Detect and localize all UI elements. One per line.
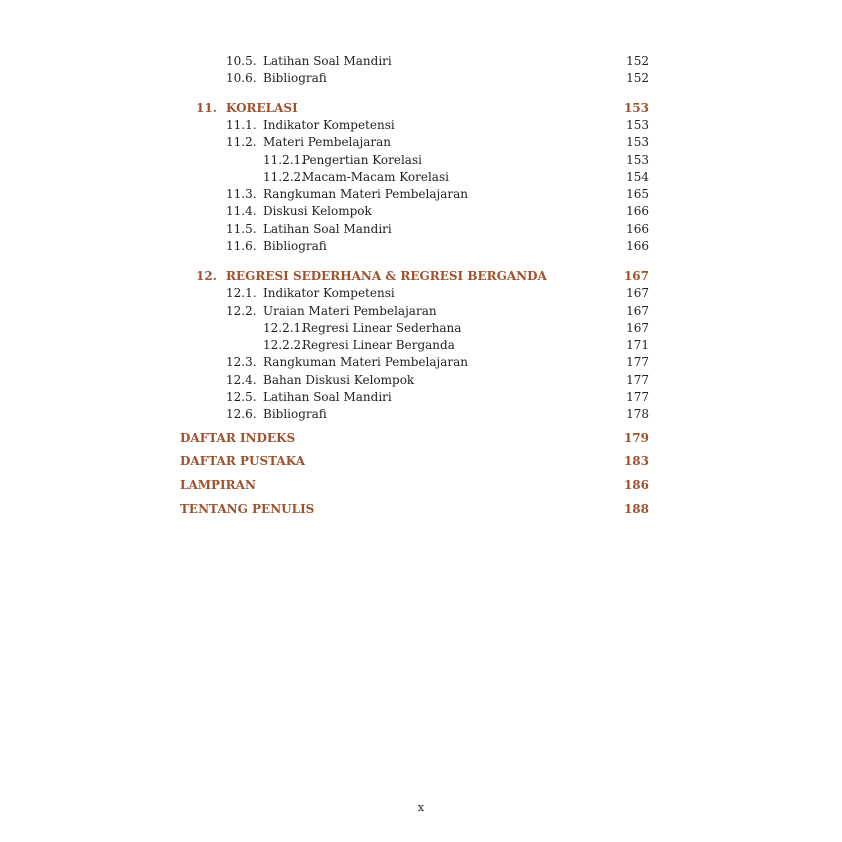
toc-entry <box>0 186 842 202</box>
toc-entry-page: 152 <box>626 71 649 85</box>
toc-chapter-title: KORELASI <box>226 101 298 115</box>
toc-entry-title: Bibliografi <box>263 239 327 253</box>
toc-entry-page: 165 <box>626 187 649 201</box>
toc-entry-number: 11.5. <box>226 222 257 236</box>
toc-entry-number: 12.2.1. <box>263 321 305 335</box>
toc-chapter-page: 153 <box>623 101 649 115</box>
page-number: x <box>417 801 425 814</box>
toc-entry-page: 177 <box>626 373 649 387</box>
toc-entry-number: 12.2. <box>226 304 257 318</box>
toc-entry-page: 166 <box>626 222 649 236</box>
toc-entry <box>0 389 842 405</box>
toc-entry-page: 171 <box>626 338 649 352</box>
toc-entry-page: 167 <box>626 304 649 318</box>
toc-chapter-number: 12. <box>196 269 217 283</box>
toc-entry-number: 12.2.2. <box>263 338 305 352</box>
toc-entry-title: Uraian Materi Pembelajaran <box>263 304 437 318</box>
toc-chapter-heading <box>0 100 842 116</box>
toc-entry-number: 11.2.1. <box>263 153 305 167</box>
toc-entry-number: 10.5. <box>226 54 257 68</box>
toc-entry-title: Bahan Diskusi Kelompok <box>263 373 415 387</box>
toc-entry <box>0 406 842 422</box>
toc-chapter-heading <box>0 268 842 284</box>
toc-entry-title: Regresi Linear Sederhana <box>302 321 462 335</box>
toc-backmatter-page: 186 <box>623 478 649 492</box>
toc-entry <box>0 221 842 237</box>
toc-entry-title: Rangkuman Materi Pembelajaran <box>263 187 468 201</box>
toc-backmatter-title: DAFTAR INDEKS <box>180 431 296 445</box>
toc-chapter-page: 167 <box>623 269 649 283</box>
toc-entry-page: 153 <box>626 135 649 149</box>
toc-subentry <box>0 320 842 336</box>
toc-entry-number: 11.4. <box>226 204 257 218</box>
toc-chapter-number: 11. <box>196 101 217 115</box>
toc-entry-page: 167 <box>626 286 649 300</box>
toc-entry-title: Macam-Macam Korelasi <box>302 170 449 184</box>
toc-entry-number: 12.4. <box>226 373 257 387</box>
toc-backmatter-entry <box>0 430 842 446</box>
toc-entry-title: Diskusi Kelompok <box>263 204 372 218</box>
toc-entry <box>0 203 842 219</box>
toc-entry-title: Pengertian Korelasi <box>302 153 422 167</box>
toc-entry-title: Materi Pembelajaran <box>263 135 392 149</box>
toc-entry-title: Latihan Soal Mandiri <box>263 222 392 236</box>
toc-entry-title: Indikator Kompetensi <box>263 118 395 132</box>
toc-entry-page: 154 <box>626 170 649 184</box>
toc-backmatter-entry <box>0 453 842 469</box>
toc-entry-page: 152 <box>626 54 649 68</box>
toc-entry-number: 11.2. <box>226 135 257 149</box>
toc-entry-number: 12.3. <box>226 355 257 369</box>
toc-entry-number: 10.6. <box>226 71 257 85</box>
toc-entry-page: 177 <box>626 355 649 369</box>
toc-entry <box>0 238 842 254</box>
toc-entry-number: 12.6. <box>226 407 257 421</box>
toc-backmatter-entry <box>0 477 842 493</box>
toc-entry-page: 166 <box>626 204 649 218</box>
toc-entry <box>0 134 842 150</box>
toc-entry-title: Rangkuman Materi Pembelajaran <box>263 355 468 369</box>
toc-entry-page: 166 <box>626 239 649 253</box>
toc-backmatter-title: TENTANG PENULIS <box>180 502 315 516</box>
toc-entry <box>0 303 842 319</box>
toc-chapter-title: REGRESI SEDERHANA & REGRESI BERGANDA <box>226 269 547 283</box>
toc-subentry <box>0 152 842 168</box>
toc-entry-title: Bibliografi <box>263 407 327 421</box>
toc-subentry <box>0 169 842 185</box>
toc-entry-page: 153 <box>626 118 649 132</box>
toc-entry-page: 153 <box>626 153 649 167</box>
toc-entry-title: Indikator Kompetensi <box>263 286 395 300</box>
toc-entry-page: 167 <box>626 321 649 335</box>
toc-entry-title: Latihan Soal Mandiri <box>263 54 392 68</box>
toc-entry-number: 11.2.2. <box>263 170 305 184</box>
toc-entry-title: Regresi Linear Berganda <box>302 338 455 352</box>
toc-entry-title: Bibliografi <box>263 71 327 85</box>
toc-subentry <box>0 337 842 353</box>
toc-entry <box>0 354 842 370</box>
toc-entry-number: 11.1. <box>226 118 257 132</box>
toc-entry <box>0 285 842 301</box>
toc-entry-page: 177 <box>626 390 649 404</box>
toc-entry <box>0 117 842 133</box>
toc-entry-number: 11.3. <box>226 187 257 201</box>
toc-entry-number: 11.6. <box>226 239 257 253</box>
toc-backmatter-page: 183 <box>623 454 649 468</box>
toc-entry <box>0 70 842 86</box>
toc-entry-number: 12.1. <box>226 286 257 300</box>
toc-backmatter-entry <box>0 501 842 517</box>
toc-backmatter-page: 188 <box>623 502 649 516</box>
toc-entry-title: Latihan Soal Mandiri <box>263 390 392 404</box>
toc-backmatter-title: DAFTAR PUSTAKA <box>180 454 305 468</box>
toc-entry <box>0 372 842 388</box>
toc-entry-number: 12.5. <box>226 390 257 404</box>
toc-backmatter-page: 179 <box>623 431 649 445</box>
toc-entry <box>0 53 842 69</box>
toc-entry-page: 178 <box>626 407 649 421</box>
toc-backmatter-title: LAMPIRAN <box>180 478 256 492</box>
